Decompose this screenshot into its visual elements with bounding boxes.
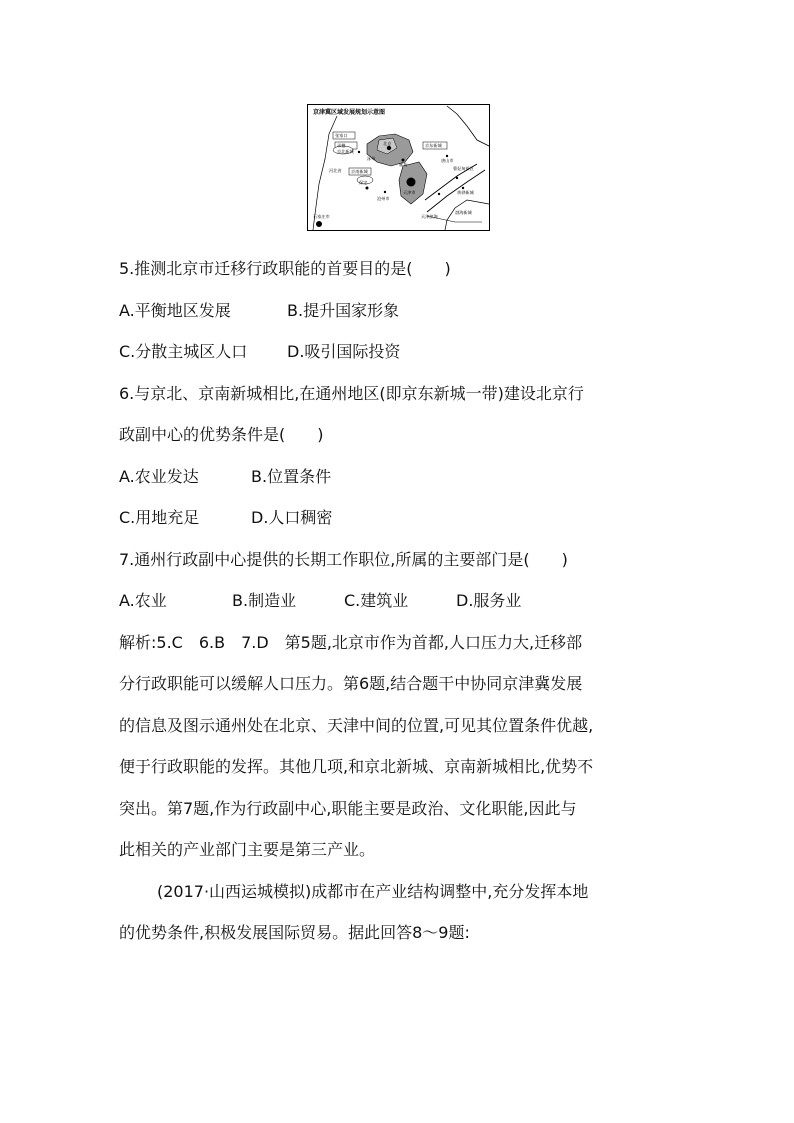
map-label-bohai: 渤海新城 <box>455 210 472 215</box>
map-label-caofeidian: 曹妃甸新区 <box>453 166 474 171</box>
map-label-jingdong: 京东新城 <box>425 143 442 148</box>
question-7-option-c[interactable]: C.建筑业 <box>344 591 409 610</box>
region-map-figure <box>307 104 490 231</box>
question-6-option-c[interactable]: C.用地充足 <box>119 508 200 527</box>
map-label-beijing: 北京 <box>383 141 392 146</box>
question-6-stem-line-1: 6.与京北、京南新城相比,在通州地区(即京东新城一带)建设北京行 <box>119 383 584 403</box>
map-label-hebei: 河北省 <box>329 168 342 173</box>
map-label-jingbei: 京北新城 <box>337 149 354 154</box>
analysis-line-5: 突出。第7题,作为行政副中心,职能主要是政治、文化职能,因此与 <box>119 798 577 818</box>
question-6-options-row-1 <box>119 456 679 498</box>
map-title: 京津冀区域发展规划示意图 <box>313 109 386 116</box>
map-label-binhai: 天津滨海 <box>421 214 438 219</box>
map-label-zhuozhou: 涿州 <box>367 156 376 161</box>
question-5-option-b[interactable]: B.提升国家形象 <box>287 300 400 320</box>
question-5-option-c[interactable]: C.分散主城区人口 <box>119 342 248 361</box>
question-5-options-row-2 <box>119 331 679 373</box>
map-label-huanghua: 黄骅新城 <box>457 190 474 195</box>
map-label-baoding: 保定 <box>359 180 368 185</box>
question-7-option-b[interactable]: B.制造业 <box>232 591 297 610</box>
question-7-stem: 7.通州行政副中心提供的长期工作职位,所属的主要部门是( ) <box>119 549 568 569</box>
map-label-zhangjiakou: 张家口 <box>335 133 348 138</box>
question-7-options-row-1 <box>119 580 679 622</box>
question-7-option-d[interactable]: D.服务业 <box>456 591 522 610</box>
analysis-line-4: 便于行政职能的发挥。其他几项,和京北新城、京南新城相比,优势不 <box>119 757 594 776</box>
analysis-line-1: 解析:5.C 6.B 7.D 第5题,北京市作为首都,人口压力大,迁移部 <box>119 632 583 652</box>
question-5-options-row-1 <box>119 290 679 332</box>
analysis-line-6: 此相关的产业部门主要是第三产业。 <box>119 840 376 859</box>
map-label-langfang: 廊坊 <box>399 162 408 167</box>
region-map-svg <box>307 104 490 231</box>
map-label-tianjin: 天津市 <box>403 190 416 195</box>
map-label-shijiazhuang: 石家庄市 <box>313 214 330 219</box>
map-label-tangshan: 唐山市 <box>441 158 454 163</box>
question-6-options-row-2 <box>119 497 679 539</box>
map-label-jingnan: 京南新城 <box>351 169 368 174</box>
document-body <box>119 248 679 954</box>
question-6-option-a[interactable]: A.农业发达 <box>119 466 199 486</box>
intro-line-1: (2017·山西运城模拟)成都市在产业结构调整中,充分发挥本地 <box>157 881 589 901</box>
question-6-option-d[interactable]: D.人口稠密 <box>251 508 333 527</box>
analysis-line-3: 的信息及图示通州处在北京、天津中间的位置,可见其位置条件优越, <box>119 715 594 735</box>
question-7-option-a[interactable]: A.农业 <box>119 591 167 610</box>
question-5-option-d[interactable]: D.吸引国际投资 <box>287 342 401 361</box>
analysis-line-2: 分行政职能可以缓解人口压力。第6题,结合题干中协同京津冀发展 <box>119 674 583 693</box>
question-5-stem: 5.推测北京市迁移行政职能的首要目的是( ) <box>119 259 451 278</box>
map-label-cangzhou: 沧州市 <box>377 196 390 201</box>
map-label-chengde: 承德 <box>337 143 346 148</box>
question-6-stem-line-2: 政副中心的优势条件是( ) <box>119 425 324 444</box>
question-6-option-b[interactable]: B.位置条件 <box>251 466 332 486</box>
intro-line-2: 的优势条件,积极发展国际贸易。据此回答8～9题: <box>119 923 470 942</box>
question-5-option-a[interactable]: A.平衡地区发展 <box>119 300 231 320</box>
